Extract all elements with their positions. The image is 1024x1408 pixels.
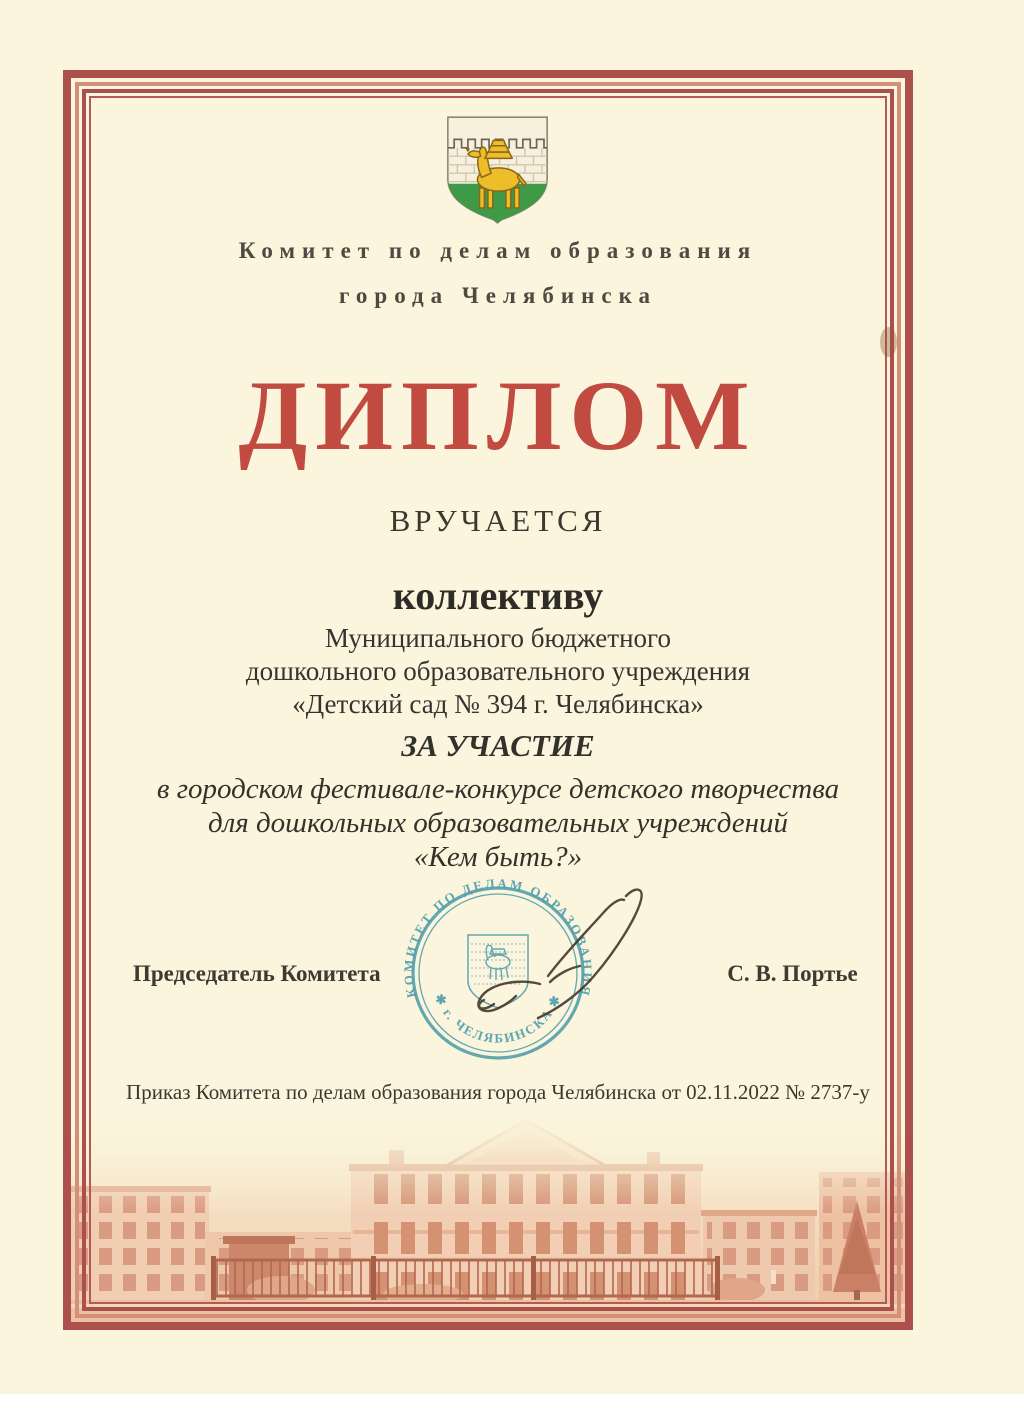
svg-text:КОМИТЕТ ПО ДЕЛАМ ОБРАЗОВАНИЯ [401, 878, 595, 999]
award-reason: ЗА УЧАСТИЕ [401, 728, 595, 763]
event-line1: в городском фестивале-конкурсе детского творчества [156, 773, 840, 805]
event-description [73, 772, 923, 874]
ink-smudge [880, 327, 897, 357]
event-line2: для дошкольных образовательных учреждений [207, 807, 789, 839]
seal-top-text: КОМИТЕТ ПО ДЕЛАМ ОБРАЗОВАНИЯ [400, 878, 596, 1000]
recipient-name: коллективу [392, 573, 604, 618]
signatory-name: С. В. Портье [727, 961, 858, 986]
committee-name-line2: города Челябинска [339, 283, 657, 308]
diploma-title: ДИПЛОМ [238, 360, 758, 471]
order-reference: Приказ Комитета по делам образования города Челябинска от 02.11.2022 № 2737-у [126, 1080, 870, 1104]
seal-bottom-text: ✱ г. ЧЕЛЯБИНСКА ✱ [431, 991, 565, 1046]
committee-name-line1: Комитет по делам образования [238, 238, 758, 263]
committee-seal [398, 878, 668, 1078]
organization-line2: дошкольного образовательного учреждения [245, 656, 751, 686]
recipient-organization [73, 622, 923, 721]
organization-line1: Муниципального бюджетного [325, 623, 671, 653]
chelyabinsk-coat-of-arms-icon [444, 114, 551, 226]
signature-role-label: Председатель Комитета [133, 961, 381, 986]
event-line3: «Кем быть?» [413, 841, 583, 873]
organization-line3: «Детский сад № 394 г. Челябинска» [292, 689, 704, 719]
presented-label: ВРУЧАЕТСЯ [389, 503, 607, 538]
